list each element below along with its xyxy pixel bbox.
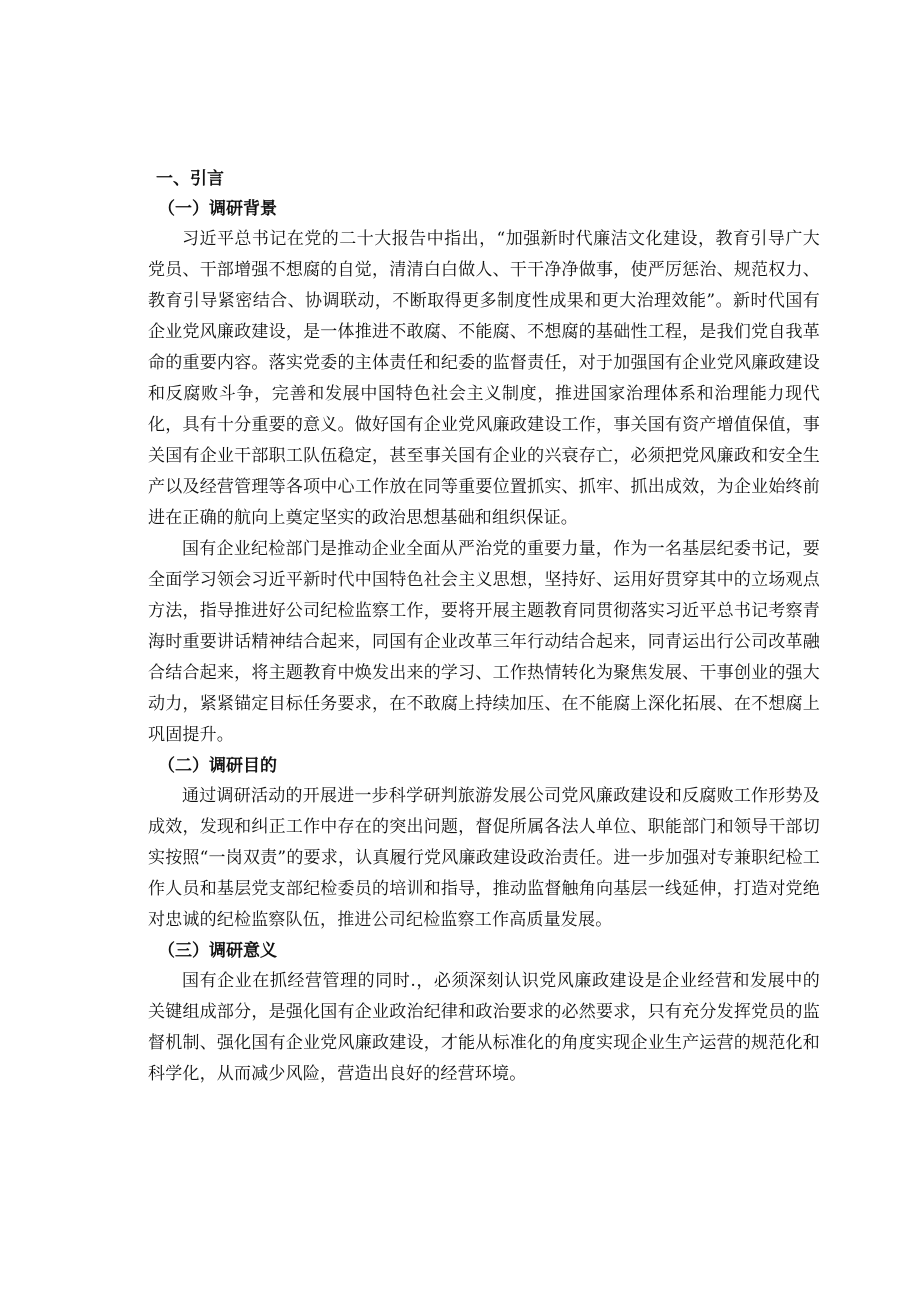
paragraph-purpose: 通过调研活动的开展进一步科学研判旅游发展公司党风廉政建设和反腐败工作形势及成效，发现和纠正工作中存在的突出问题，督促所属各法人单位、职能部门和领导干部切实按照“一岗双责”的要求，认真履行党风廉政建设政治责任。进一步加强对专兼职纪检工作人员和基层党支部纪检委员的培训和指导，推动监督触角向基层一线延伸，打造对党绝对忠诚的纪检监察队伍，推进公司纪检监察工作高质量发展。 — [148, 786, 820, 930]
subsection-heading-background: （一）调研背景 — [158, 199, 277, 219]
subsection-heading-significance: （三）调研意义 — [158, 941, 277, 961]
subsection-heading-purpose: （二）调研目的 — [158, 756, 277, 776]
paragraph-background-2: 国有企业纪检部门是推动企业全面从严治党的重要力量，作为一名基层纪委书记，要全面学习领会习近平新时代中国特色社会主义思想，坚持好、运用好贯穿其中的立场观点方法，指导推进好公司纪检监察工作，要将开展主题教育同贯彻落实习近平总书记考察青海时重要讲话精神结合起来，同国有企业改革三年行动结合起来，同青运出行公司改革融合结合起来，将主题教育中焕发出来的学习、工作热情转化为聚焦发展、干事创业的强大动力，紧紧锚定目标任务要求，在不敢腐上持续加压、在不能腐上深化拓展、在不想腐上巩固提升。 — [148, 539, 820, 745]
paragraph-background-1: 习近平总书记在党的二十大报告中指出，“加强新时代廉洁文化建设，教育引导广大党员、干部增强不想腐的自觉，清清白白做人、干干净净做事，使严厉惩治、规范权力、教育引导紧密结合、协调联动，不断取得更多制度性成果和更大治理效能”。新时代国有企业党风廉政建设，是一体推进不敢腐、不能腐、不想腐的基础性工程，是我们党自我革命的重要内容。落实党委的主体责任和纪委的监督责任，对于加强国有企业党风廉政建设和反腐败斗争，完善和发展中国特色社会主义制度，推进国家治理体系和治理能力现代化，具有十分重要的意义。做好国有企业党风廉政建设工作，事关国有资产增值保值，事关国有企业干部职工队伍稳定，甚至事关国有企业的兴衰存亡，必须把党风廉政和安全生产以及经营管理等各项中心工作放在同等重要位置抓实、抓牢、抓出成效，为企业始终前进在正确的航向上奠定坚实的政治思想基础和组织保证。 — [148, 229, 820, 528]
document-page — [148, 164, 820, 1090]
paragraph-significance: 国有企业在抓经营管理的同时.，必须深刻认识党风廉政建设是企业经营和发展中的关键组成部分，是强化国有企业政治纪律和政治要求的必然要求，只有充分发挥党员的监督机制、强化国有企业党风廉政建设，才能从标准化的角度实现企业生产运营的规范化和科学化，从而减少风险，营造出良好的经营环境。 — [148, 971, 820, 1084]
section-heading-introduction: 一、引言 — [156, 169, 224, 189]
